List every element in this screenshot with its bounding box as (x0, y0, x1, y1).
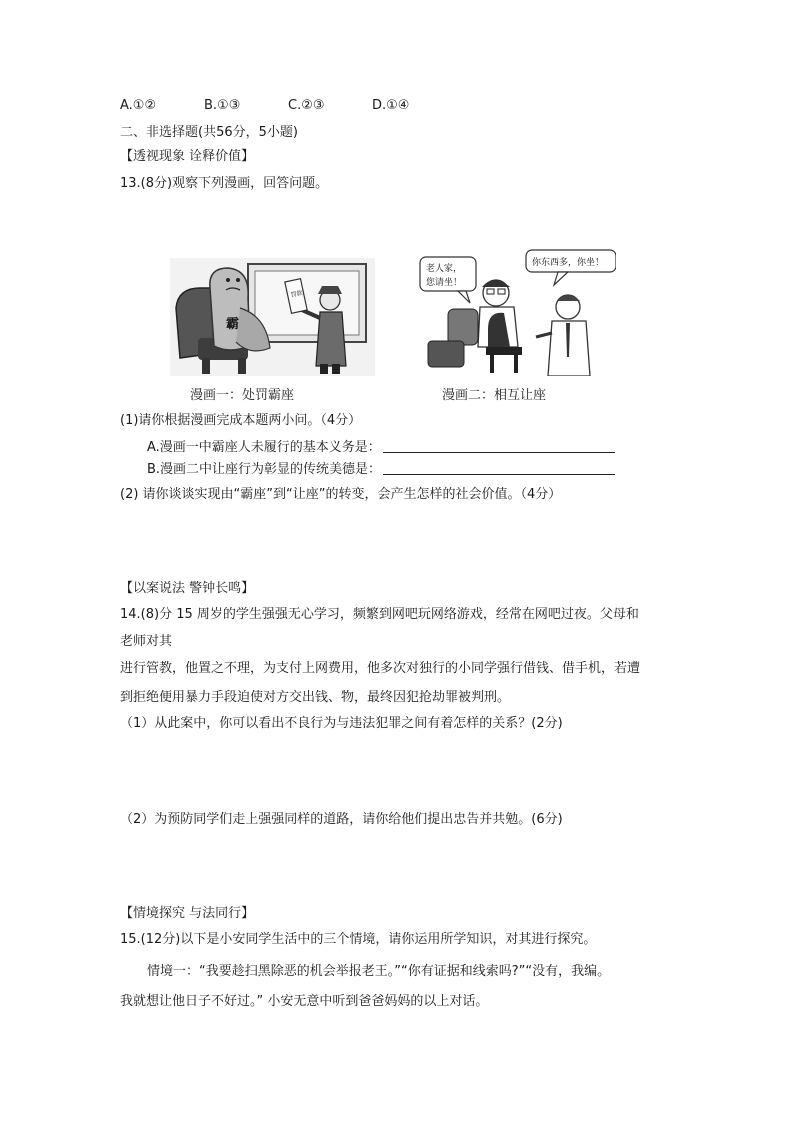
fine-ticket-text: 罚款 (290, 289, 304, 299)
question-14-line3: 进行管教，他置之不理，为支付上网费用，他多次对独行的小同学强行借钱、借手机，若遭 (120, 661, 641, 676)
question-15-stem: 15.(12分)以下是小安同学生活中的三个情境，请你运用所学知识，对其进行探究。 (120, 932, 597, 947)
question-14-line4: 到拒绝便用暴力手段迫使对方交出钱、物，最终因犯抢劫罪被判刑。 (120, 690, 511, 705)
option-b: B.①③ (204, 98, 241, 113)
bubble-left-line2: 您请坐！ (426, 278, 463, 288)
question-13-1: (1)请你根据漫画完成本题两小问。（4分） (120, 413, 362, 428)
question-13-1a-text: A.漫画一中霸座人未履行的基本义务是： (147, 440, 381, 455)
question-14-line1: 14.(8)分 15 周岁的学生强强无心学习，频繁到网吧玩网络游戏，经常在网吧过夜。父母和 (120, 607, 639, 622)
answer-options (120, 97, 456, 115)
cartoon-1-caption: 漫画一：处罚霸座 (190, 388, 295, 403)
cartoon-1-image (170, 258, 375, 376)
question-13-stem: 13.(8分)观察下列漫画，回答问题。 (120, 176, 329, 191)
question-13-1a (147, 438, 615, 457)
cartoon-2-image (418, 247, 616, 376)
cartoon-2-caption: 漫画二：相互让座 (442, 388, 547, 403)
seat-hog-char: 霸 (226, 317, 240, 332)
bubble-left-line1: 老人家， (426, 264, 463, 274)
answer-blank-a[interactable] (383, 438, 615, 453)
question-15-scenario1-line2: 我就想让他日子不好过。” 小安无意中听到爸爸妈妈的以上对话。 (120, 994, 489, 1009)
section-header-b: 【以案说法 警钟长鸣】 (120, 581, 255, 596)
option-c: C.②③ (288, 98, 325, 113)
answer-blank-b[interactable] (383, 460, 615, 475)
question-15-scenario1-line1: 情境一：“我要趁扫黑除恶的机会举报老王。”“你有证据和线索吗?”“没有，我编。 (147, 964, 611, 979)
question-14-1: （1）从此案中，你可以看出不良行为与违法犯罪之间有着怎样的关系？(2分) (120, 716, 563, 731)
section-header-a: 【透视现象 诠释价值】 (120, 149, 255, 164)
question-13-2: (2) 请你谈谈实现由“霸座”到“让座”的转变，会产生怎样的社会价值。（4分） (120, 487, 562, 502)
option-d: D.①④ (372, 98, 410, 113)
question-14-2: （2）为预防同学们走上强强同样的道路，请你给他们提出忠告并共勉。(6分) (120, 812, 563, 827)
question-13-1b-text: B.漫画二中让座行为彰显的传统美德是： (147, 462, 382, 477)
option-a: A.①② (120, 98, 157, 113)
question-13-1b (147, 460, 615, 479)
section-title: 二、非选择题(共56分，5小题) (120, 125, 298, 140)
section-header-c: 【情境探究 与法同行】 (120, 906, 255, 921)
bubble-right-text: 你东西多，你坐！ (532, 258, 605, 268)
question-14-line2: 老师对其 (120, 634, 173, 649)
